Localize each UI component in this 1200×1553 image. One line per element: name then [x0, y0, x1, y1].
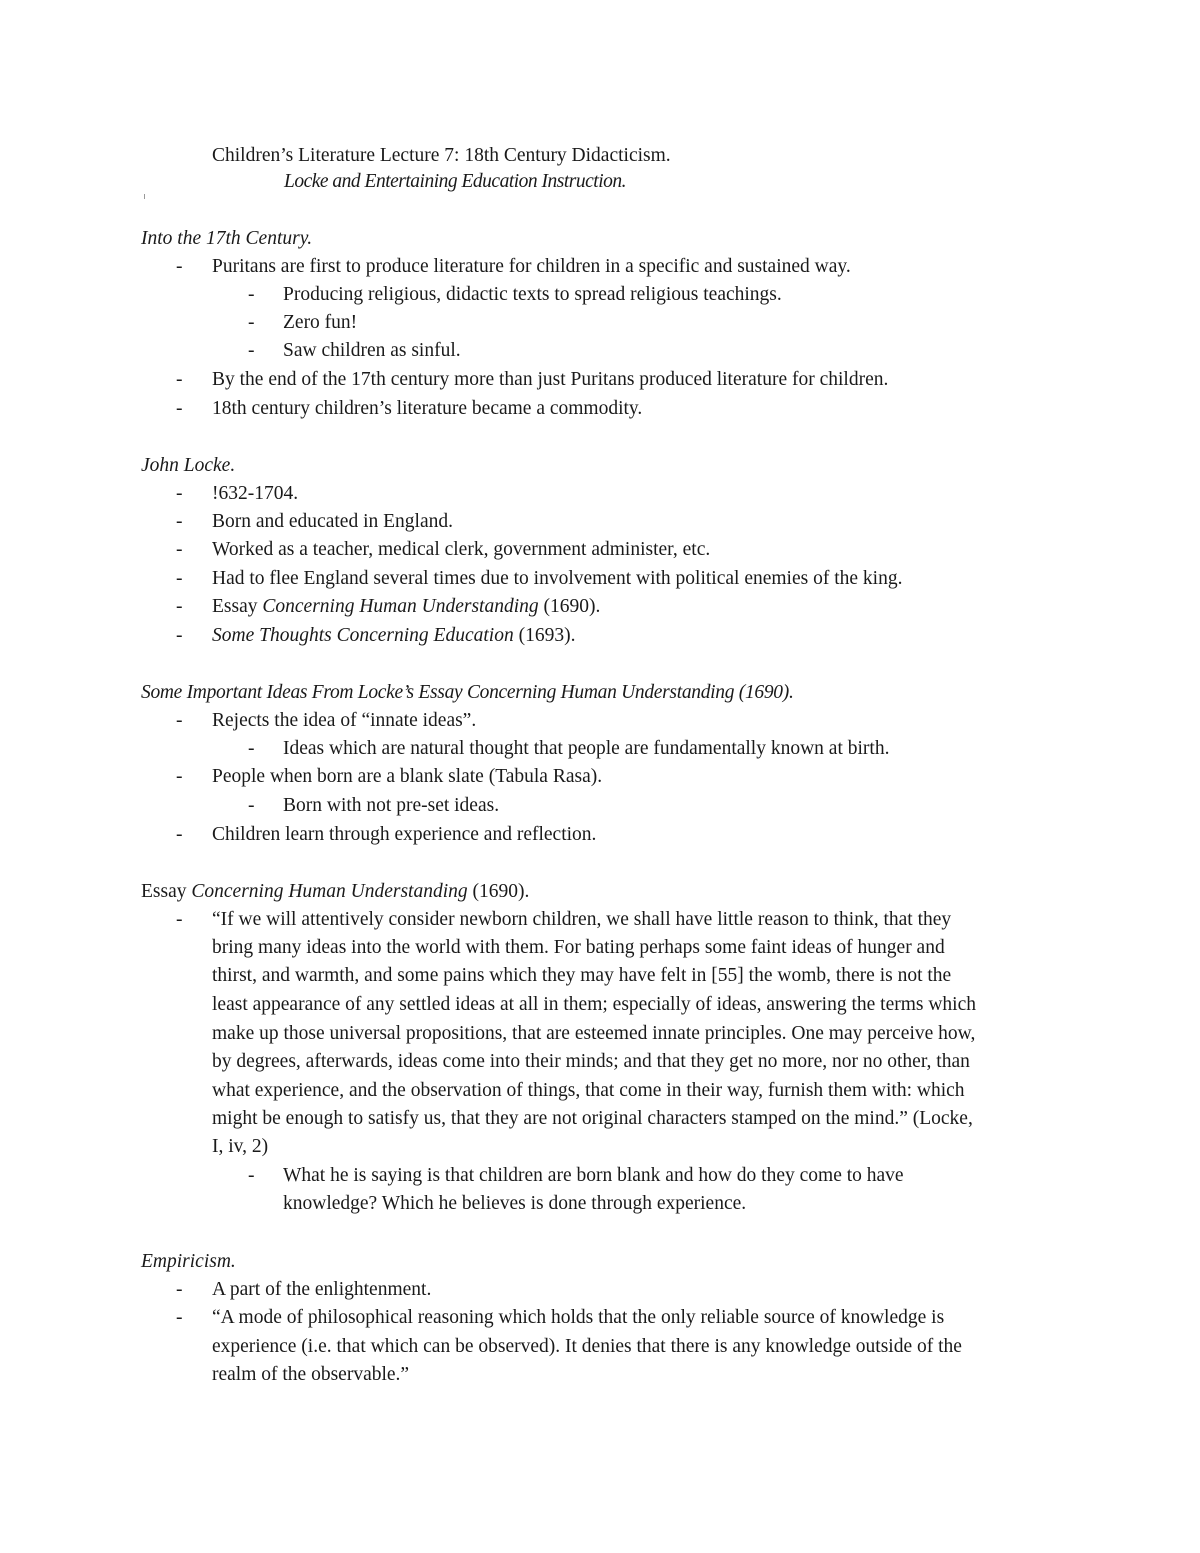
list-item: Puritans are first to produce literature for children in a specific and sustained way.	[212, 256, 851, 277]
quote-line: make up those universal propositions, that are esteemed innate principles. One may perceive how,	[212, 1023, 976, 1044]
quote-line: what experience, and the observation of things, that come in their way, furnish them with: which	[212, 1080, 965, 1101]
page-title: Children’s Literature Lecture 7: 18th Century Didacticism.	[212, 145, 671, 166]
list-item: Born with not pre-set ideas.	[283, 795, 500, 816]
bullet-dash: -	[176, 909, 183, 930]
quote-line: “A mode of philosophical reasoning which holds that the only reliable source of knowledge is	[212, 1307, 945, 1328]
quote-line: “If we will attentively consider newborn children, we shall have little reason to think, that they	[212, 909, 952, 930]
bullet-dash: -	[248, 1165, 255, 1186]
section-heading-essay	[141, 878, 529, 906]
list-item: 18th century children’s literature became a commodity.	[212, 398, 643, 419]
bullet-dash: -	[176, 511, 183, 532]
bullet-dash: -	[176, 766, 183, 787]
list-item: Zero fun!	[283, 312, 358, 333]
essay-year: (1690).	[538, 596, 601, 617]
section-heading-empiricism: Empiricism.	[141, 1251, 236, 1272]
list-item: People when born are a blank slate (Tabula Rasa).	[212, 766, 603, 787]
bullet-dash: -	[248, 312, 255, 333]
bullet-dash: -	[176, 1279, 183, 1300]
essay-heading-title: Concerning Human Understanding	[191, 881, 468, 902]
list-item: Worked as a teacher, medical clerk, government administer, etc.	[212, 539, 711, 560]
list-item-essay	[212, 593, 600, 621]
bullet-dash: -	[176, 596, 183, 617]
list-item-thoughts	[212, 622, 575, 650]
quote-line: experience (i.e. that which can be observed). It denies that there is any knowledge outside of the	[212, 1336, 962, 1357]
list-item: !632-1704.	[212, 483, 299, 504]
bullet-dash: -	[176, 824, 183, 845]
essay-prefix: Essay	[212, 596, 263, 617]
bullet-dash: -	[176, 256, 183, 277]
essay-heading-prefix: Essay	[141, 881, 192, 902]
quote-line: least appearance of any settled ideas at all in them; especially of ideas, answering the terms which	[212, 994, 977, 1015]
bullet-dash: -	[176, 539, 183, 560]
page-subtitle: Locke and Entertaining Education Instruction.	[284, 171, 626, 192]
bullet-dash: -	[248, 738, 255, 759]
quote-line: realm of the observable.”	[212, 1364, 410, 1385]
bullet-dash: -	[248, 284, 255, 305]
bullet-dash: -	[248, 340, 255, 361]
bullet-dash: -	[176, 483, 183, 504]
list-item: Had to flee England several times due to involvement with political enemies of the king.	[212, 568, 903, 589]
bullet-dash: -	[176, 398, 183, 419]
thoughts-title: Some Thoughts Concerning Education	[212, 625, 514, 646]
note-line: knowledge? Which he believes is done through experience.	[283, 1193, 747, 1214]
list-item: Born and educated in England.	[212, 511, 453, 532]
bullet-dash: -	[176, 568, 183, 589]
bullet-dash: -	[176, 625, 183, 646]
list-item: Saw children as sinful.	[283, 340, 461, 361]
list-item: Children learn through experience and reflection.	[212, 824, 597, 845]
quote-line: thirst, and warmth, and some pains which they may have felt in [55] the womb, there is not the	[212, 965, 952, 986]
quote-line: by degrees, afterwards, ideas come into their minds; and that they get no more, nor no other, than	[212, 1051, 970, 1072]
section-heading-john-locke: John Locke.	[141, 455, 236, 476]
section-heading-into-17th-century: Into the 17th Century.	[141, 228, 313, 249]
quote-line: might be enough to satisfy us, that they are not original characters stamped on the mind.” (Locke,	[212, 1108, 973, 1129]
quote-line: bring many ideas into the world with them. For bating perhaps some faint ideas of hunger and	[212, 937, 945, 958]
bullet-dash: -	[248, 795, 255, 816]
essay-heading-suffix: (1690).	[467, 881, 530, 902]
thoughts-year: (1693).	[513, 625, 576, 646]
bullet-dash: -	[176, 710, 183, 731]
essay-title: Concerning Human Understanding	[262, 596, 539, 617]
list-item: Ideas which are natural thought that people are fundamentally known at birth.	[283, 738, 890, 759]
list-item: Rejects the idea of “innate ideas”.	[212, 710, 477, 731]
scan-speck	[144, 194, 145, 199]
note-line: What he is saying is that children are born blank and how do they come to have	[283, 1165, 904, 1186]
list-item: Producing religious, didactic texts to spread religious teachings.	[283, 284, 782, 305]
list-item: By the end of the 17th century more than just Puritans produced literature for children.	[212, 369, 889, 390]
section-heading-important-ideas: Some Important Ideas From Locke’s Essay Concerning Human Understanding (1690).	[141, 682, 794, 703]
list-item: A part of the enlightenment.	[212, 1279, 432, 1300]
quote-line: I, iv, 2)	[212, 1136, 269, 1157]
bullet-dash: -	[176, 369, 183, 390]
bullet-dash: -	[176, 1307, 183, 1328]
